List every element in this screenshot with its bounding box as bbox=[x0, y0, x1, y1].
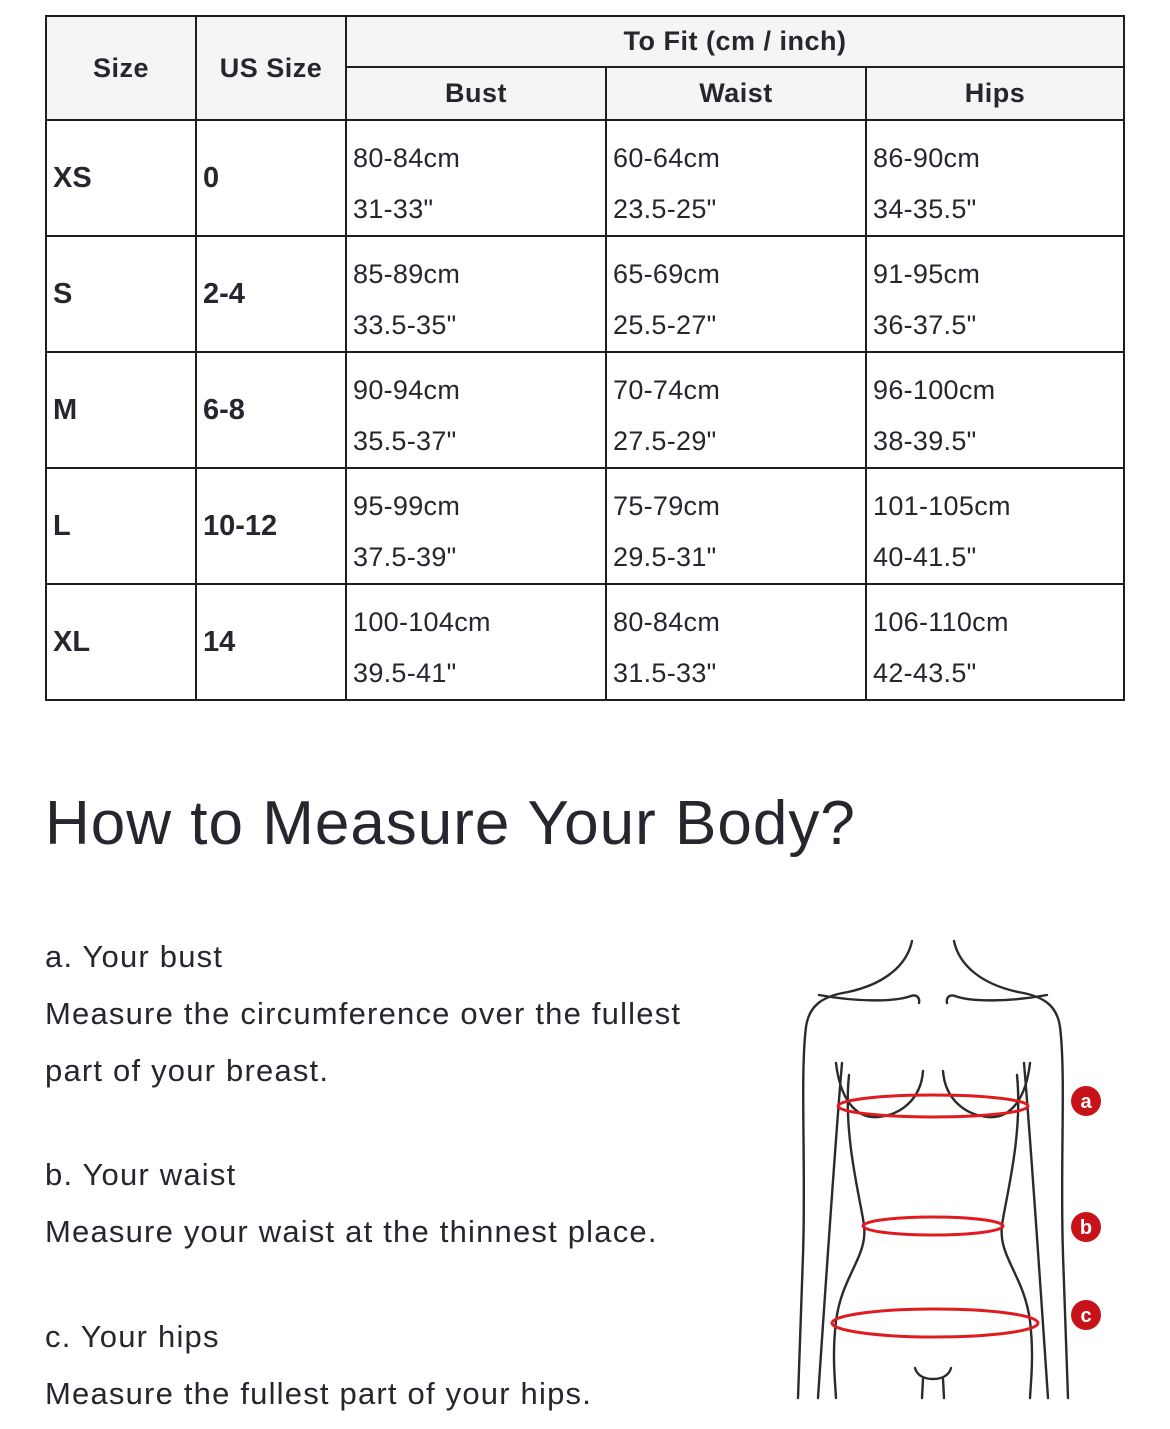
col-header-bust: Bust bbox=[346, 67, 606, 120]
inner-thigh-left-line bbox=[922, 1379, 923, 1398]
body-outline-illustration bbox=[785, 935, 1115, 1429]
table-row bbox=[46, 236, 1124, 352]
bust-inch: 31-33" bbox=[353, 194, 434, 224]
instruction-hips bbox=[45, 1308, 592, 1422]
waist-inch: 27.5-29" bbox=[613, 426, 717, 456]
size-label: S bbox=[46, 236, 196, 352]
us-size-value: 0 bbox=[196, 120, 346, 236]
bust-cm: 80-84cm bbox=[353, 143, 461, 173]
col-header-size: Size bbox=[46, 16, 196, 120]
bust-cm: 95-99cm bbox=[353, 491, 461, 521]
hips-inch: 42-43.5" bbox=[873, 658, 977, 688]
table-row bbox=[46, 584, 1124, 700]
waist-inch: 23.5-25" bbox=[613, 194, 717, 224]
waist-cell bbox=[606, 352, 866, 468]
bust-cell bbox=[346, 584, 606, 700]
body-measurement-figure bbox=[785, 935, 1115, 1429]
waist-inch: 29.5-31" bbox=[613, 542, 717, 572]
us-size-value: 2-4 bbox=[196, 236, 346, 352]
hips-cell bbox=[866, 584, 1124, 700]
waist-cell bbox=[606, 236, 866, 352]
waist-cm: 80-84cm bbox=[613, 607, 721, 637]
size-label: L bbox=[46, 468, 196, 584]
instruction-hips-line: Measure the fullest part of your hips. bbox=[45, 1376, 593, 1411]
instruction-waist-line: Measure your waist at the thinnest place. bbox=[45, 1214, 658, 1249]
bust-inch: 37.5-39" bbox=[353, 542, 457, 572]
waist-measure-line bbox=[863, 1217, 1003, 1235]
hips-cell bbox=[866, 120, 1124, 236]
bust-cm: 90-94cm bbox=[353, 375, 461, 405]
bust-cm: 100-104cm bbox=[353, 607, 491, 637]
bust-inch: 35.5-37" bbox=[353, 426, 457, 456]
size-label: M bbox=[46, 352, 196, 468]
us-size-value: 6-8 bbox=[196, 352, 346, 468]
instruction-waist bbox=[45, 1146, 658, 1260]
hips-cell bbox=[866, 236, 1124, 352]
hips-cell bbox=[866, 352, 1124, 468]
hips-cm: 101-105cm bbox=[873, 491, 1011, 521]
hips-cm: 91-95cm bbox=[873, 259, 981, 289]
col-header-to-fit: To Fit (cm / inch) bbox=[346, 16, 1124, 67]
waist-cm: 60-64cm bbox=[613, 143, 721, 173]
size-label: XS bbox=[46, 120, 196, 236]
bust-inch: 33.5-35" bbox=[353, 310, 457, 340]
bust-measure-line bbox=[838, 1095, 1028, 1117]
instruction-hips-label: c. Your hips bbox=[45, 1319, 220, 1354]
neck-right-line bbox=[954, 941, 1018, 992]
hips-cm: 96-100cm bbox=[873, 375, 996, 405]
waist-cm: 65-69cm bbox=[613, 259, 721, 289]
instruction-bust-label: a. Your bust bbox=[45, 939, 224, 974]
size-chart-table bbox=[45, 15, 1125, 701]
inner-thigh-right-line bbox=[943, 1379, 944, 1398]
bust-cm: 85-89cm bbox=[353, 259, 461, 289]
waist-inch: 31.5-33" bbox=[613, 658, 717, 688]
hips-inch: 36-37.5" bbox=[873, 310, 977, 340]
label-b-text: b bbox=[1079, 1217, 1093, 1239]
waist-cm: 70-74cm bbox=[613, 375, 721, 405]
label-c-text: c bbox=[1080, 1305, 1092, 1327]
bust-cell bbox=[346, 352, 606, 468]
bust-cell bbox=[346, 468, 606, 584]
hips-cell bbox=[866, 468, 1124, 584]
bust-cell bbox=[346, 236, 606, 352]
figure-label-badges bbox=[1071, 1086, 1101, 1330]
us-size-value: 10-12 bbox=[196, 468, 346, 584]
neck-left-line bbox=[848, 941, 912, 992]
instruction-waist-label: b. Your waist bbox=[45, 1157, 237, 1192]
bust-cell bbox=[346, 120, 606, 236]
hips-cm: 86-90cm bbox=[873, 143, 981, 173]
instruction-bust-line: part of your breast. bbox=[45, 1053, 330, 1088]
bust-inch: 39.5-41" bbox=[353, 658, 457, 688]
instruction-bust bbox=[45, 928, 681, 1099]
table-row bbox=[46, 468, 1124, 584]
waist-inch: 25.5-27" bbox=[613, 310, 717, 340]
hips-inch: 40-41.5" bbox=[873, 542, 977, 572]
waist-cell bbox=[606, 468, 866, 584]
col-header-waist: Waist bbox=[606, 67, 866, 120]
table-row bbox=[46, 352, 1124, 468]
torso-left-line bbox=[834, 1075, 864, 1398]
table-row bbox=[46, 120, 1124, 236]
hips-inch: 34-35.5" bbox=[873, 194, 977, 224]
hips-cm: 106-110cm bbox=[873, 607, 1009, 637]
torso-right-line bbox=[1002, 1075, 1032, 1398]
label-a-text: a bbox=[1080, 1091, 1092, 1113]
hips-inch: 38-39.5" bbox=[873, 426, 977, 456]
col-header-hips: Hips bbox=[866, 67, 1124, 120]
waist-cell bbox=[606, 120, 866, 236]
waist-cell bbox=[606, 584, 866, 700]
us-size-value: 14 bbox=[196, 584, 346, 700]
waist-cm: 75-79cm bbox=[613, 491, 721, 521]
size-label: XL bbox=[46, 584, 196, 700]
arm-right-inner-line bbox=[1024, 1063, 1048, 1398]
page-title: How to Measure Your Body? bbox=[45, 789, 856, 858]
crotch-line bbox=[915, 1368, 951, 1379]
arm-left-inner-line bbox=[818, 1063, 842, 1398]
hips-measure-line bbox=[832, 1309, 1038, 1337]
instruction-bust-line: Measure the circumference over the fullest bbox=[45, 996, 682, 1031]
col-header-us-size: US Size bbox=[196, 16, 346, 120]
